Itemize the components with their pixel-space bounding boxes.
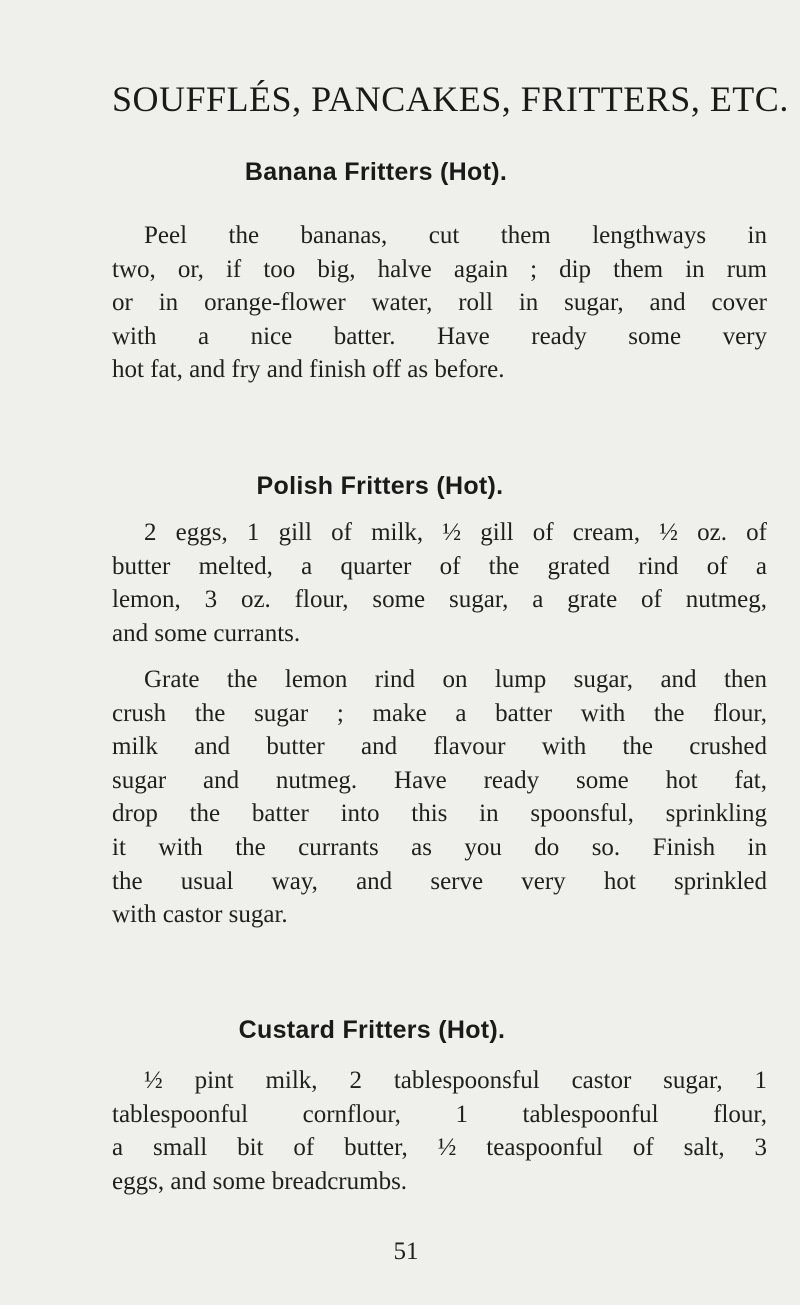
text-line: and some currants. bbox=[112, 619, 301, 647]
text-line: 2 eggs, 1 gill of milk, ½ gill of cream, ½ oz. of bbox=[144, 519, 767, 546]
text-line: a small bit of butter, ½ teaspoonful of salt, 3 bbox=[112, 1134, 767, 1162]
text-line: Peel the bananas, cut them lengthways in bbox=[144, 222, 767, 249]
text-line: eggs, and some breadcrumbs. bbox=[112, 1167, 408, 1195]
text-line: butter melted, a quarter of the grated rind of a bbox=[112, 552, 767, 580]
recipe-title-custard-fritters: Custard Fritters (Hot). bbox=[238, 1016, 506, 1044]
text-line: lemon, 3 oz. flour, some sugar, a grate of nutmeg, bbox=[112, 586, 767, 614]
recipe-title-polish-fritters: Polish Fritters (Hot). bbox=[256, 472, 504, 500]
text-line: the usual way, and serve very hot sprinkled bbox=[112, 867, 767, 895]
text-line: with castor sugar. bbox=[112, 901, 288, 929]
text-line: crush the sugar ; make a batter with the flour, bbox=[112, 699, 767, 727]
text-line: Grate the lemon rind on lump sugar, and then bbox=[144, 666, 767, 693]
text-line: sugar and nutmeg. Have ready some hot fat, bbox=[112, 766, 767, 794]
text-line: drop the batter into this in spoonsful, sprinkling bbox=[112, 800, 767, 828]
recipe-body-banana-fritters bbox=[112, 219, 767, 387]
recipe-ingredients-custard-fritters bbox=[112, 1064, 767, 1198]
text-line: it with the currants as you do so. Finish in bbox=[112, 833, 767, 861]
text-line: milk and butter and flavour with the crushed bbox=[112, 733, 767, 761]
recipe-method-polish-fritters bbox=[112, 663, 767, 932]
text-line: tablespoonful cornflour, 1 tablespoonful flour, bbox=[112, 1100, 767, 1128]
recipe-title-banana-fritters: Banana Fritters (Hot). bbox=[244, 158, 508, 186]
text-line: or in orange-flower water, roll in sugar, and cover bbox=[112, 289, 767, 317]
text-line: ½ pint milk, 2 tablespoonsful castor sugar, 1 bbox=[144, 1067, 767, 1094]
text-line: two, or, if too big, halve again ; dip them in rum bbox=[112, 255, 767, 283]
text-line: hot fat, and fry and finish off as before. bbox=[112, 356, 505, 384]
recipe-ingredients-polish-fritters bbox=[112, 516, 767, 650]
text-line: with a nice batter. Have ready some very bbox=[112, 322, 767, 350]
running-head: SOUFFLÉS, PANCAKES, FRITTERS, ETC. bbox=[112, 79, 789, 119]
page-number: 51 bbox=[393, 1238, 419, 1265]
